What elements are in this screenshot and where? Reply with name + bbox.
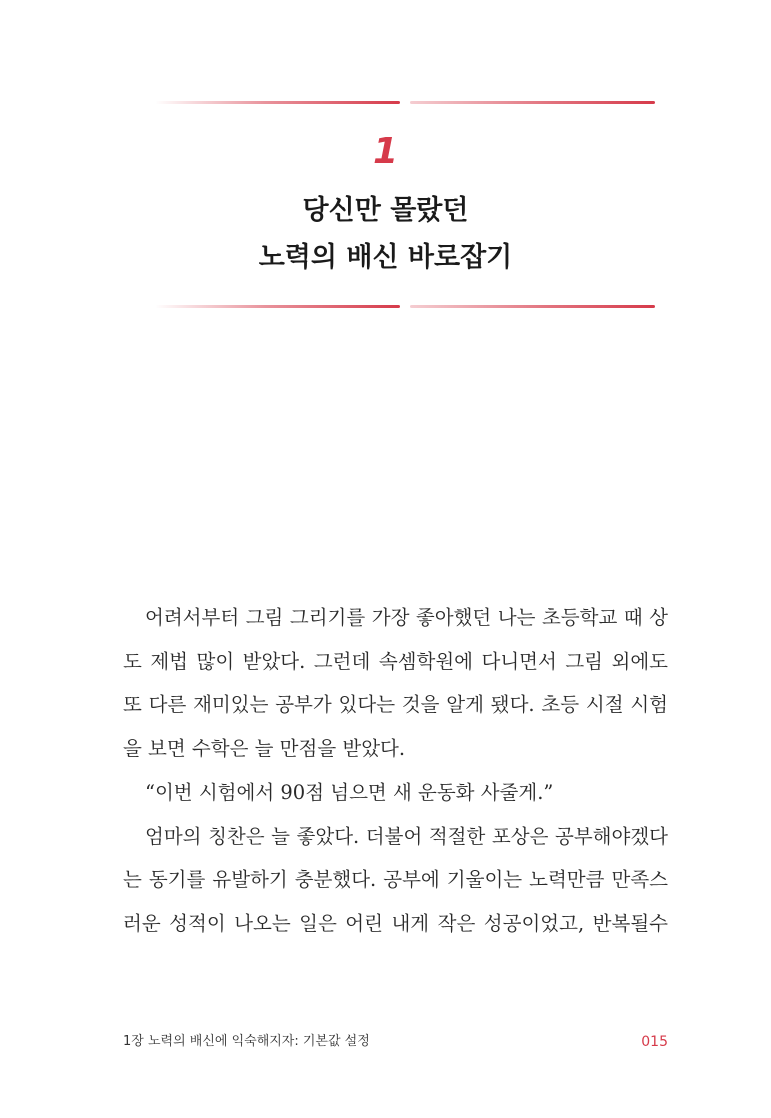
paragraph-1-line-3: 또 다른 재미있는 공부가 있다는 것을 알게 됐다. 초등 시절 시험 <box>123 693 668 717</box>
bottom-right-divider <box>410 305 655 308</box>
paragraph-1-line-2: 도 제법 많이 받았다. 그런데 속셈학원에 다니면서 그림 외에도 <box>123 649 668 673</box>
chapter-number: 1 <box>372 131 399 172</box>
body-text <box>123 596 668 946</box>
footer-chapter-label: 1장 노력의 배신에 익숙해지자: 기본값 설정 <box>123 1034 370 1049</box>
paragraph-2-line-2: 는 동기를 유발하기 충분했다. 공부에 기울이는 노력만큼 만족스 <box>123 868 668 892</box>
chapter-title-line-1: 당신만 몰랐던 <box>302 195 469 226</box>
quote-line: “이번 시험에서 90점 넘으면 새 운동화 사줄게.” <box>145 780 554 804</box>
paragraph-2-line-1: 엄마의 칭찬은 늘 좋았다. 더불어 적절한 포상은 공부해야겠다 <box>145 824 668 848</box>
page-footer <box>123 1030 668 1054</box>
top-right-divider <box>410 101 655 104</box>
chapter-title <box>0 187 771 281</box>
chapter-title-line-2: 노력의 배신 바로잡기 <box>258 242 513 273</box>
top-left-divider <box>155 101 400 104</box>
paragraph-1-line-1: 어려서부터 그림 그리기를 가장 좋아했던 나는 초등학교 때 상 <box>145 606 668 629</box>
page-number: 015 <box>641 1034 668 1050</box>
bottom-left-divider <box>155 305 400 308</box>
paragraph-2-line-3: 러운 성적이 나오는 일은 어린 내게 작은 성공이었고, 반복될수 <box>123 911 668 935</box>
paragraph-1-line-4: 을 보면 수학은 늘 만점을 받았다. <box>123 737 406 761</box>
